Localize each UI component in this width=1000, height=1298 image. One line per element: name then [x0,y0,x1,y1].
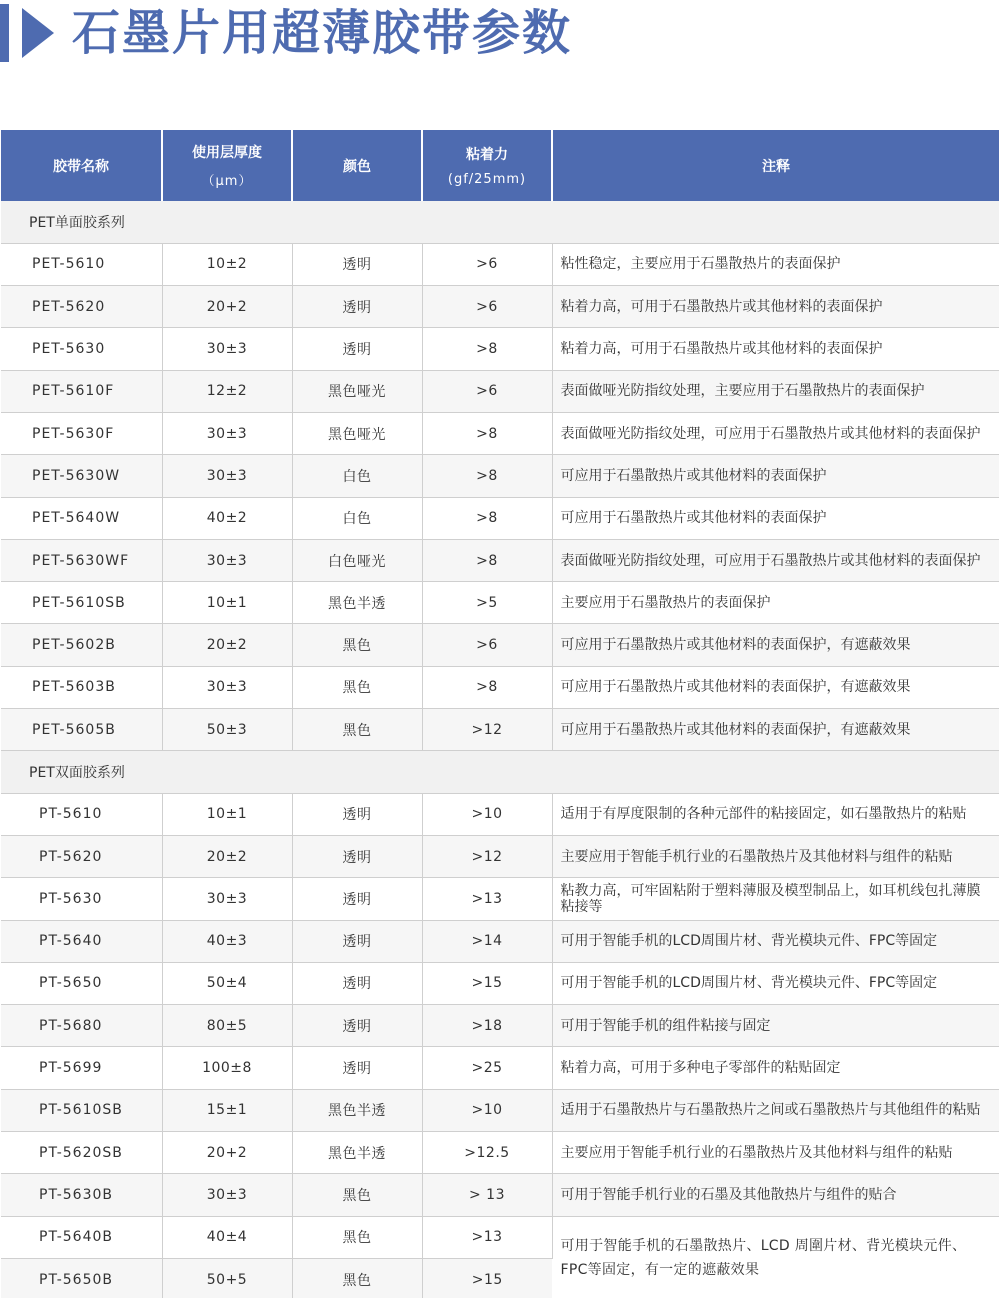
tape-name-cell: PT-5610SB [1,1089,162,1131]
color-cell: 黑色 [292,1174,422,1216]
thickness-cell: 30±3 [162,878,292,920]
color-cell: 透明 [292,1047,422,1089]
note-cell: 适用于石墨散热片与石墨散热片之间或石墨散热片与其他组件的粘贴 [552,1089,999,1131]
table-row [1,1089,999,1131]
thickness-cell: 30±3 [162,539,292,581]
tape-name-cell: PT-5680 [1,1005,162,1047]
tape-name-cell: PET-5610F [1,370,162,412]
note-cell: 可用于智能手机的石墨散热片、LCD 周圍片材、背光模块元件、FPC等固定，有一定的遮蔽效果 [552,1216,999,1298]
table-row [1,920,999,962]
color-cell: 透明 [292,243,422,285]
thickness-cell: 20±2 [162,624,292,666]
thickness-cell: 30±3 [162,412,292,454]
table-row [1,962,999,1004]
group-title: PET双面胶系列 [1,751,999,793]
color-cell: 黑色 [292,666,422,708]
adhesion-cell: >13 [422,878,552,920]
thickness-cell: 10±1 [162,582,292,624]
note-cell: 可应用于石墨散热片或其他材料的表面保护，有遮蔽效果 [552,666,999,708]
note-cell: 可用于智能手机行业的石墨及其他散热片与组件的贴合 [552,1174,999,1216]
note-cell: 可应用于石墨散热片或其他材料的表面保护 [552,497,999,539]
table-row [1,1005,999,1047]
color-cell: 白色 [292,455,422,497]
note-cell: 可用于智能手机的LCD周围片材、背光模块元件、FPC等固定 [552,962,999,1004]
adhesion-cell: > 13 [422,1174,552,1216]
note-cell: 粘性稳定，主要应用于石墨散热片的表面保护 [552,243,999,285]
tape-name-cell: PT-5620SB [1,1132,162,1174]
note-cell: 粘着力高，可用于石墨散热片或其他材料的表面保护 [552,286,999,328]
thickness-cell: 50+5 [162,1258,292,1298]
adhesion-cell: >5 [422,582,552,624]
color-cell: 黑色哑光 [292,412,422,454]
table-row [1,243,999,285]
header-adhesion: 粘着力 (gf/25mm) [422,130,552,201]
tape-name-cell: PET-5610SB [1,582,162,624]
thickness-cell: 30±3 [162,666,292,708]
tape-name-cell: PET-5630WF [1,539,162,581]
table-row [1,1132,999,1174]
table-row [1,1216,999,1258]
color-cell: 黑色半透 [292,1089,422,1131]
adhesion-cell: >8 [422,497,552,539]
table-row [1,624,999,666]
table-header [1,130,999,201]
header-thickness: 使用层厚度 （μm） [162,130,292,201]
tape-name-cell: PT-5640B [1,1216,162,1258]
adhesion-cell: >6 [422,370,552,412]
color-cell: 黑色 [292,624,422,666]
adhesion-cell: >12 [422,709,552,751]
color-cell: 白色哑光 [292,539,422,581]
thickness-cell: 10±1 [162,793,292,835]
adhesion-cell: >14 [422,920,552,962]
adhesion-cell: >13 [422,1216,552,1258]
title-accent-bar [0,4,9,62]
title-bar [0,0,1000,70]
tape-name-cell: PT-5699 [1,1047,162,1089]
color-cell: 黑色半透 [292,1132,422,1174]
header-note: 注释 [552,130,999,201]
adhesion-cell: >15 [422,1258,552,1298]
tape-name-cell: PET-5620 [1,286,162,328]
color-cell: 白色 [292,497,422,539]
thickness-cell: 10±2 [162,243,292,285]
color-cell: 透明 [292,328,422,370]
adhesion-cell: >8 [422,412,552,454]
thickness-cell: 30±3 [162,328,292,370]
note-cell: 主要应用于智能手机行业的石墨散热片及其他材料与组件的粘贴 [552,835,999,877]
color-cell: 透明 [292,962,422,1004]
tape-name-cell: PT-5650 [1,962,162,1004]
adhesion-cell: >10 [422,793,552,835]
play-arrow-icon [22,8,54,58]
note-cell: 适用于有厚度限制的各种元部件的粘接固定，如石墨散热片的粘贴 [552,793,999,835]
thickness-cell: 20+2 [162,286,292,328]
thickness-cell: 40±3 [162,920,292,962]
group-title: PET单面胶系列 [1,201,999,243]
table-row [1,666,999,708]
adhesion-cell: >25 [422,1047,552,1089]
page-title: 石墨片用超薄胶带参数 [72,5,573,61]
color-cell: 透明 [292,878,422,920]
table-row [1,709,999,751]
adhesion-cell: >8 [422,455,552,497]
note-cell: 可应用于石墨散热片或其他材料的表面保护，有遮蔽效果 [552,709,999,751]
group-row [1,201,999,243]
adhesion-cell: >8 [422,539,552,581]
tape-name-cell: PET-5630W [1,455,162,497]
tape-name-cell: PT-5630 [1,878,162,920]
color-cell: 透明 [292,920,422,962]
table-row [1,286,999,328]
thickness-cell: 40±2 [162,497,292,539]
note-cell: 主要应用于智能手机行业的石墨散热片及其他材料与组件的粘贴 [552,1132,999,1174]
thickness-cell: 30±3 [162,455,292,497]
color-cell: 透明 [292,1005,422,1047]
adhesion-cell: >8 [422,328,552,370]
header-color: 颜色 [292,130,422,201]
color-cell: 黑色半透 [292,582,422,624]
header-tape-name: 胶带名称 [1,130,162,201]
tape-name-cell: PT-5640 [1,920,162,962]
thickness-cell: 20+2 [162,1132,292,1174]
note-cell: 可应用于石墨散热片或其他材料的表面保护，有遮蔽效果 [552,624,999,666]
table-row [1,793,999,835]
thickness-cell: 30±3 [162,1174,292,1216]
tape-name-cell: PET-5630F [1,412,162,454]
tape-name-cell: PT-5620 [1,835,162,877]
note-cell: 粘着力高，可用于多种电子零部件的粘贴固定 [552,1047,999,1089]
adhesion-cell: >12.5 [422,1132,552,1174]
tape-name-cell: PT-5630B [1,1174,162,1216]
tape-name-cell: PT-5610 [1,793,162,835]
adhesion-cell: >18 [422,1005,552,1047]
table-row [1,328,999,370]
note-cell: 粘教力高，可牢固粘附于塑料薄服及模型制品上，如耳机线包扎薄膜粘接等 [552,878,999,920]
adhesion-cell: >12 [422,835,552,877]
thickness-cell: 12±2 [162,370,292,412]
color-cell: 黑色 [292,709,422,751]
tape-parameter-table [1,130,999,1298]
adhesion-cell: >10 [422,1089,552,1131]
table-row [1,455,999,497]
thickness-cell: 15±1 [162,1089,292,1131]
table-row [1,1047,999,1089]
table-row [1,370,999,412]
table-row [1,497,999,539]
adhesion-cell: >8 [422,666,552,708]
table-row [1,582,999,624]
note-cell: 表面做哑光防指纹处理，可应用于石墨散热片或其他材料的表面保护 [552,539,999,581]
note-cell: 表面做哑光防指纹处理，可应用于石墨散热片或其他材料的表面保护 [552,412,999,454]
adhesion-cell: >6 [422,243,552,285]
color-cell: 透明 [292,835,422,877]
color-cell: 透明 [292,286,422,328]
note-cell: 可应用于石墨散热片或其他材料的表面保护 [552,455,999,497]
tape-name-cell: PET-5640W [1,497,162,539]
color-cell: 黑色 [292,1216,422,1258]
tape-name-cell: PET-5605B [1,709,162,751]
note-cell: 表面做哑光防指纹处理，主要应用于石墨散热片的表面保护 [552,370,999,412]
note-cell: 主要应用于石墨散热片的表面保护 [552,582,999,624]
table-row [1,1174,999,1216]
thickness-cell: 50±4 [162,962,292,1004]
table-body [1,201,999,1298]
color-cell: 黑色哑光 [292,370,422,412]
thickness-cell: 40±4 [162,1216,292,1258]
thickness-cell: 50±3 [162,709,292,751]
adhesion-cell: >6 [422,624,552,666]
tape-name-cell: PET-5630 [1,328,162,370]
tape-name-cell: PET-5610 [1,243,162,285]
table-row [1,835,999,877]
group-row [1,751,999,793]
tape-name-cell: PT-5650B [1,1258,162,1298]
thickness-cell: 80±5 [162,1005,292,1047]
note-cell: 可用于智能手机的组件粘接与固定 [552,1005,999,1047]
color-cell: 黑色 [292,1258,422,1298]
table-row [1,539,999,581]
note-cell: 可用于智能手机的LCD周围片材、背光模块元件、FPC等固定 [552,920,999,962]
table-row [1,878,999,920]
color-cell: 透明 [292,793,422,835]
adhesion-cell: >15 [422,962,552,1004]
thickness-cell: 100±8 [162,1047,292,1089]
tape-name-cell: PET-5602B [1,624,162,666]
thickness-cell: 20±2 [162,835,292,877]
table-row [1,412,999,454]
note-cell: 粘着力高，可用于石墨散热片或其他材料的表面保护 [552,328,999,370]
tape-name-cell: PET-5603B [1,666,162,708]
adhesion-cell: >6 [422,286,552,328]
